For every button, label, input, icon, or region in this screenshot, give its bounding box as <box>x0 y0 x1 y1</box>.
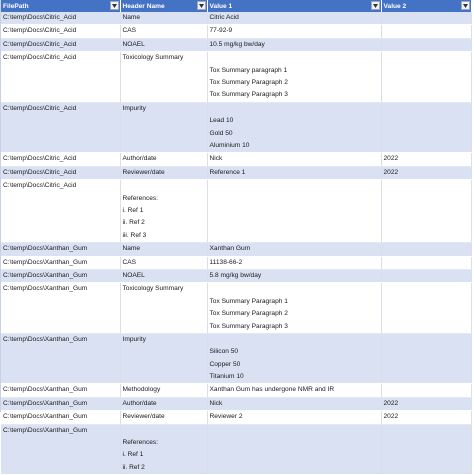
cell-filepath[interactable]: C:\temp\Docs\Xanthan_Gum <box>1 424 120 475</box>
cell-value-2[interactable]: 2022 <box>381 166 471 179</box>
cell-line: Titanium 10 <box>209 373 244 381</box>
table-row <box>1 166 471 179</box>
cell-value-2[interactable] <box>381 283 471 334</box>
cell-value-1[interactable] <box>207 180 381 243</box>
cell-line: Aluminium 10 <box>209 141 250 149</box>
cell-line <box>210 180 379 192</box>
cell-line <box>210 283 379 295</box>
table-row <box>1 25 471 38</box>
cell-header-name[interactable]: NOAEL <box>120 269 207 282</box>
table-row <box>1 269 471 282</box>
cell-line: Reviewer 2 <box>209 413 243 421</box>
column-header-label: Value 1 <box>209 2 233 10</box>
cell-header-name[interactable]: CAS <box>120 25 207 38</box>
cell-value-2[interactable] <box>381 38 471 51</box>
cell-header-name[interactable]: Methodology <box>120 384 207 397</box>
cell-line: Tox Summary Paragraph 1 <box>209 297 288 305</box>
cell-value-1[interactable] <box>207 283 381 334</box>
cell-value-1[interactable] <box>207 411 381 424</box>
cell-header-name[interactable]: Impurity <box>120 102 207 153</box>
table-row <box>1 397 471 410</box>
cell-line: ii. Ref 2 <box>122 463 145 471</box>
cell-line: 10.5 mg/kg bw/day <box>209 40 265 48</box>
cell-line: Tox Summary paragraph 1 <box>209 66 288 74</box>
cell-line: Tox Summary Paragraph 2 <box>209 310 288 318</box>
cell-line: Nick <box>209 399 223 407</box>
cell-line: 11138-66-2 <box>209 258 243 266</box>
cell-line: Tox Summary Paragraph 3 <box>209 91 288 99</box>
column-header-header-name[interactable] <box>120 0 207 12</box>
filter-dropdown-icon[interactable] <box>371 1 380 10</box>
column-header-label: FilePath <box>3 2 29 10</box>
cell-filepath[interactable]: C:\temp\Docs\Xanthan_Gum <box>1 384 120 397</box>
table-body <box>1 12 471 475</box>
cell-header-name[interactable] <box>120 424 207 475</box>
cell-value-2[interactable]: 2022 <box>381 397 471 410</box>
cell-header-name[interactable]: NOAEL <box>120 38 207 51</box>
table-row <box>1 52 471 103</box>
cell-filepath[interactable]: C:\temp\Docs\Citric_Acid <box>1 166 120 179</box>
table-row <box>1 180 471 243</box>
cell-value-1[interactable] <box>207 102 381 153</box>
cell-value-1[interactable] <box>207 52 381 103</box>
cell-line: Tox Summary Paragraph 2 <box>209 79 288 86</box>
cell-line: 5.8 mg/kg bw/day <box>209 271 262 279</box>
table-row <box>1 424 471 475</box>
cell-filepath[interactable]: C:\temp\Docs\Citric_Acid <box>1 25 120 38</box>
cell-value-1[interactable] <box>207 243 381 256</box>
cell-line: i. Ref 1 <box>122 206 144 214</box>
cell-filepath[interactable]: C:\temp\Docs\Xanthan_Gum <box>1 269 120 282</box>
cell-line <box>210 103 379 115</box>
cell-line: Xanthan Gum <box>209 245 251 253</box>
table-row <box>1 283 471 334</box>
cell-filepath[interactable]: C:\temp\Docs\Xanthan_Gum <box>1 411 120 424</box>
filter-dropdown-icon[interactable] <box>461 1 470 10</box>
table-row <box>1 411 471 424</box>
cell-filepath[interactable]: C:\temp\Docs\Citric_Acid <box>1 180 120 243</box>
cell-line <box>210 52 379 64</box>
cell-line: References: <box>122 439 159 447</box>
cell-line: Reference 1 <box>209 168 246 176</box>
cell-value-1[interactable] <box>207 12 381 25</box>
cell-header-name[interactable]: Toxicology Summary <box>120 52 207 103</box>
cell-value-2[interactable] <box>381 424 471 475</box>
cell-header-name[interactable]: Author/date <box>120 153 207 166</box>
table-row <box>1 153 471 166</box>
cell-value-1[interactable] <box>207 333 381 384</box>
cell-header-name[interactable]: Reviewer/date <box>120 166 207 179</box>
cell-filepath[interactable]: C:\temp\Docs\Citric_Acid <box>1 102 120 153</box>
cell-value-2[interactable] <box>381 180 471 243</box>
cell-line: ii. Ref 2 <box>122 219 145 227</box>
cell-line: iii. Ref 3 <box>122 231 147 239</box>
cell-line <box>123 180 205 192</box>
cell-value-1[interactable] <box>207 166 381 179</box>
cell-value-2[interactable] <box>381 102 471 153</box>
table-row <box>1 256 471 269</box>
cell-value-2[interactable]: 2022 <box>381 411 471 424</box>
cell-value-1[interactable] <box>207 397 381 410</box>
cell-header-name[interactable]: Impurity <box>120 333 207 384</box>
data-table <box>1 0 472 475</box>
table-row <box>1 102 471 153</box>
cell-header-name[interactable]: Author/date <box>120 397 207 410</box>
cell-value-1[interactable] <box>207 38 381 51</box>
cell-line <box>123 425 205 437</box>
cell-value-2[interactable] <box>381 256 471 269</box>
cell-value-2[interactable]: 2022 <box>381 153 471 166</box>
cell-header-name[interactable]: Reviewer/date <box>120 411 207 424</box>
column-header-filepath[interactable] <box>1 0 120 12</box>
cell-line: Silicon 50 <box>209 348 239 356</box>
cell-filepath[interactable]: C:\temp\Docs\Xanthan_Gum <box>1 397 120 410</box>
cell-filepath[interactable]: C:\temp\Docs\Citric_Acid <box>1 12 120 25</box>
table-row <box>1 12 471 25</box>
cell-filepath[interactable]: C:\temp\Docs\Xanthan_Gum <box>1 333 120 384</box>
column-header-label: Value 2 <box>383 2 407 10</box>
cell-line: i. Ref 1 <box>122 451 144 459</box>
cell-filepath[interactable]: C:\temp\Docs\Citric_Acid <box>1 38 120 51</box>
table-row <box>1 243 471 256</box>
cell-filepath[interactable]: C:\temp\Docs\Xanthan_Gum <box>1 243 120 256</box>
table-row <box>1 384 471 397</box>
cell-line: Tox Summary Paragraph 3 <box>209 322 288 330</box>
cell-value-1[interactable] <box>207 269 381 282</box>
header-row <box>1 0 471 12</box>
cell-value-1[interactable] <box>207 153 381 166</box>
filter-dropdown-icon[interactable] <box>110 1 119 10</box>
cell-header-name[interactable]: Name <box>120 243 207 256</box>
cell-filepath[interactable]: C:\temp\Docs\Citric_Acid <box>1 153 120 166</box>
filter-dropdown-icon[interactable] <box>197 1 206 10</box>
cell-value-2[interactable] <box>381 52 471 103</box>
cell-header-name[interactable]: Name <box>120 12 207 25</box>
cell-value-2[interactable] <box>381 384 471 397</box>
cell-line <box>210 425 379 437</box>
cell-value-2[interactable] <box>381 269 471 282</box>
cell-header-name[interactable]: CAS <box>120 256 207 269</box>
cell-line: References: <box>122 194 159 202</box>
cell-value-1[interactable] <box>207 384 381 397</box>
cell-value-1[interactable] <box>207 424 381 475</box>
cell-line: Copper 50 <box>209 360 241 368</box>
cell-line: Xanthan Gum has undergone NMR and IR <box>209 386 335 394</box>
cell-line: Nick <box>209 155 223 163</box>
cell-line: Gold 50 <box>209 129 233 137</box>
column-header-value-2[interactable] <box>381 0 471 12</box>
cell-filepath[interactable]: C:\temp\Docs\Citric_Acid <box>1 52 120 103</box>
cell-line: Lead 10 <box>209 117 234 125</box>
cell-line: Citric Acid <box>209 14 239 21</box>
cell-value-2[interactable] <box>381 12 471 25</box>
cell-value-1[interactable] <box>207 25 381 38</box>
cell-value-2[interactable] <box>381 333 471 384</box>
table-row <box>1 333 471 384</box>
column-header-value-1[interactable] <box>207 0 381 12</box>
cell-line: 77-92-9 <box>209 27 233 35</box>
cell-value-2[interactable] <box>381 25 471 38</box>
cell-value-1[interactable] <box>207 256 381 269</box>
cell-value-2[interactable] <box>381 243 471 256</box>
cell-filepath[interactable]: C:\temp\Docs\Xanthan_Gum <box>1 256 120 269</box>
cell-header-name[interactable]: Toxicology Summary <box>120 283 207 334</box>
cell-line <box>210 334 379 346</box>
cell-filepath[interactable]: C:\temp\Docs\Xanthan_Gum <box>1 283 120 334</box>
table-row <box>1 38 471 51</box>
column-header-label: Header Name <box>122 2 165 10</box>
cell-header-name[interactable] <box>120 180 207 243</box>
